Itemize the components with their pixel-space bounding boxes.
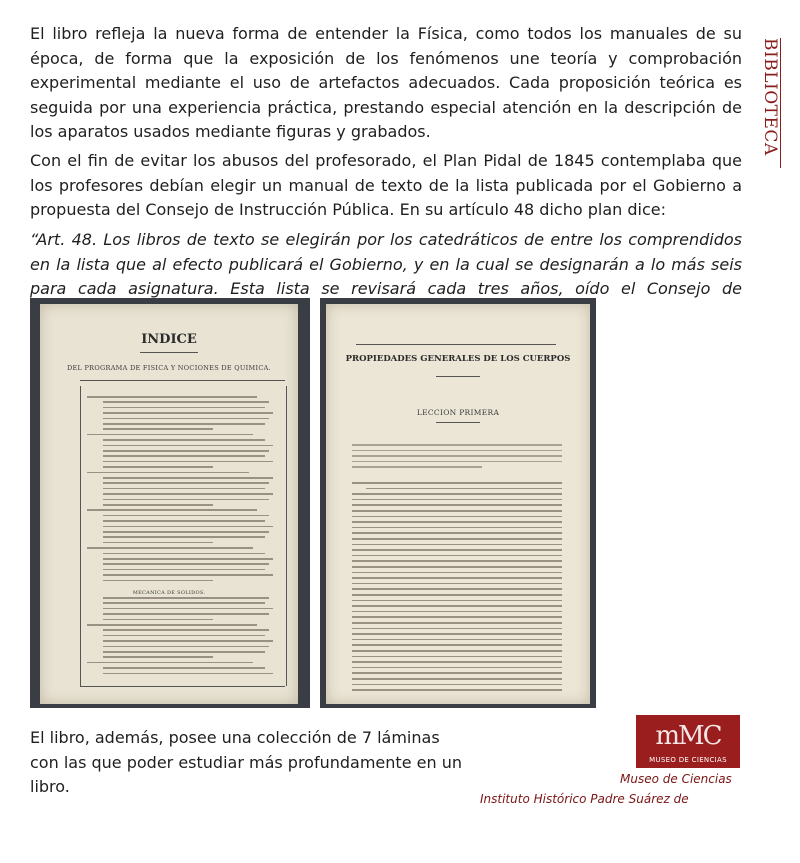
print-line — [352, 594, 562, 596]
print-line — [103, 563, 269, 565]
print-line — [352, 499, 562, 501]
article-48-quote: “Art. 48. Los libros de texto se elegirán por los catedráticos de entre los comprendidos en la lista que al efecto publicará el Gobierno, y en la cual se designarán a lo más seis para cada asignatura. Esta lista se revisará cada tres años, oído el Consejo de — [30, 230, 742, 298]
print-line — [103, 526, 273, 528]
print-line — [352, 672, 562, 674]
print-line — [103, 651, 265, 653]
print-line — [352, 689, 562, 691]
print-line — [352, 611, 562, 613]
print-line — [103, 673, 273, 675]
index-title: INDICE — [141, 332, 197, 347]
credit-museum: Museo de Ciencias — [620, 772, 732, 786]
credit-institute: Instituto Histórico Padre Suárez de — [480, 792, 689, 806]
print-line — [103, 553, 265, 555]
print-line — [103, 455, 265, 457]
print-line — [103, 536, 265, 538]
print-line — [103, 597, 269, 599]
lesson-page-title: PROPIEDADES GENERALES DE LOS CUERPOS — [345, 354, 571, 364]
print-line — [352, 583, 562, 585]
print-line — [103, 477, 273, 479]
print-line — [352, 455, 562, 457]
plan-pidal-paragraph: Con el fin de evitar los abusos del profesorado, el Plan Pidal de 1845 contemplaba que los profesores debían elegir un manual de texto de la lista publicada por el Gobierno a propuesta del Consejo de Instrucción Pública. En su artículo 48 dicho plan dice: — [30, 151, 742, 219]
print-line — [352, 555, 562, 557]
print-line — [352, 661, 562, 663]
print-line — [103, 580, 213, 582]
print-line — [103, 439, 265, 441]
print-line — [87, 434, 253, 436]
print-line — [87, 509, 257, 511]
print-line — [352, 622, 562, 624]
print-line — [352, 572, 562, 574]
print-line — [103, 499, 269, 501]
print-line — [103, 520, 265, 522]
plates-paragraph: El libro, además, posee una colección de 7 láminas con las que poder estudiar más profundamente en un libro. — [30, 728, 462, 796]
print-line — [103, 445, 273, 447]
print-line — [103, 531, 269, 533]
print-line — [103, 613, 269, 615]
lesson-page-photo — [320, 298, 596, 708]
biblioteca-side-label: BIBLIOTECA — [750, 38, 781, 168]
print-line — [103, 423, 265, 425]
print-line — [352, 538, 562, 540]
print-line — [352, 633, 562, 635]
print-line — [103, 656, 213, 658]
print-line — [103, 608, 273, 610]
print-line — [103, 640, 273, 642]
print-line — [352, 493, 562, 495]
print-line — [352, 466, 482, 468]
print-line — [352, 544, 562, 546]
museum-logo — [636, 715, 740, 768]
print-line — [103, 466, 213, 468]
print-line — [352, 566, 562, 568]
print-line — [103, 418, 269, 420]
print-line — [103, 629, 269, 631]
print-line — [103, 504, 213, 506]
print-line — [352, 527, 562, 529]
print-line — [352, 667, 562, 669]
index-table — [80, 386, 287, 686]
print-line — [352, 616, 562, 618]
logo-mark: mMC — [655, 721, 721, 751]
lesson-page — [326, 304, 590, 704]
print-line — [352, 644, 562, 646]
print-line — [103, 407, 265, 409]
print-line — [352, 482, 562, 484]
index-section: MECANICA DE SOLIDOS. — [132, 590, 206, 596]
print-line — [103, 569, 265, 571]
index-subtitle: DEL PROGRAMA DE FISICA Y NOCIONES DE QUIMICA. — [66, 364, 272, 372]
print-line — [103, 461, 273, 463]
print-line — [103, 482, 269, 484]
print-line — [366, 488, 562, 490]
print-line — [352, 461, 562, 463]
print-line — [352, 628, 562, 630]
print-line — [87, 472, 249, 474]
index-vertical-caption — [54, 454, 64, 644]
print-line — [352, 684, 562, 686]
print-line — [352, 510, 562, 512]
print-line — [352, 588, 562, 590]
print-line — [103, 515, 269, 517]
print-line — [352, 605, 562, 607]
print-line — [103, 412, 273, 414]
print-line — [103, 667, 265, 669]
print-line — [103, 401, 269, 403]
print-line — [352, 577, 562, 579]
print-line — [352, 639, 562, 641]
print-line — [103, 646, 269, 648]
print-line — [352, 532, 562, 534]
print-line — [352, 600, 562, 602]
print-line — [352, 549, 562, 551]
print-line — [352, 516, 562, 518]
print-line — [87, 624, 257, 626]
print-line — [103, 450, 269, 452]
print-line — [352, 444, 562, 446]
print-line — [103, 428, 213, 430]
print-line — [87, 662, 253, 664]
print-line — [103, 488, 265, 490]
intro-paragraph: El libro refleja la nueva forma de entender la Física, como todos los manuales de su época, de forma que la exposición de los fenómenos une teoría y comprobación experimental mediante el uso de artefactos adecuados. Cada proposición teórica es seguida por una experiencia práctica, prestando especial atención en la descripción de los aparatos usados mediante figuras y grabados. — [30, 24, 742, 141]
logo-subtitle: MUSEO DE CIENCIAS — [649, 756, 727, 764]
print-line — [103, 493, 273, 495]
print-line — [352, 450, 562, 452]
print-line — [352, 504, 562, 506]
print-line — [103, 558, 273, 560]
print-line — [352, 560, 562, 562]
index-page-photo — [30, 298, 310, 708]
print-line — [87, 396, 257, 398]
index-page — [40, 304, 298, 704]
print-line — [352, 678, 562, 680]
print-line — [103, 619, 213, 621]
lesson-heading: LECCION PRIMERA — [416, 408, 500, 417]
print-line — [103, 574, 273, 576]
print-line — [103, 602, 265, 604]
print-line — [87, 547, 253, 549]
print-line — [352, 521, 562, 523]
print-line — [352, 656, 562, 658]
print-line — [103, 542, 213, 544]
print-line — [103, 635, 265, 637]
print-line — [352, 650, 562, 652]
